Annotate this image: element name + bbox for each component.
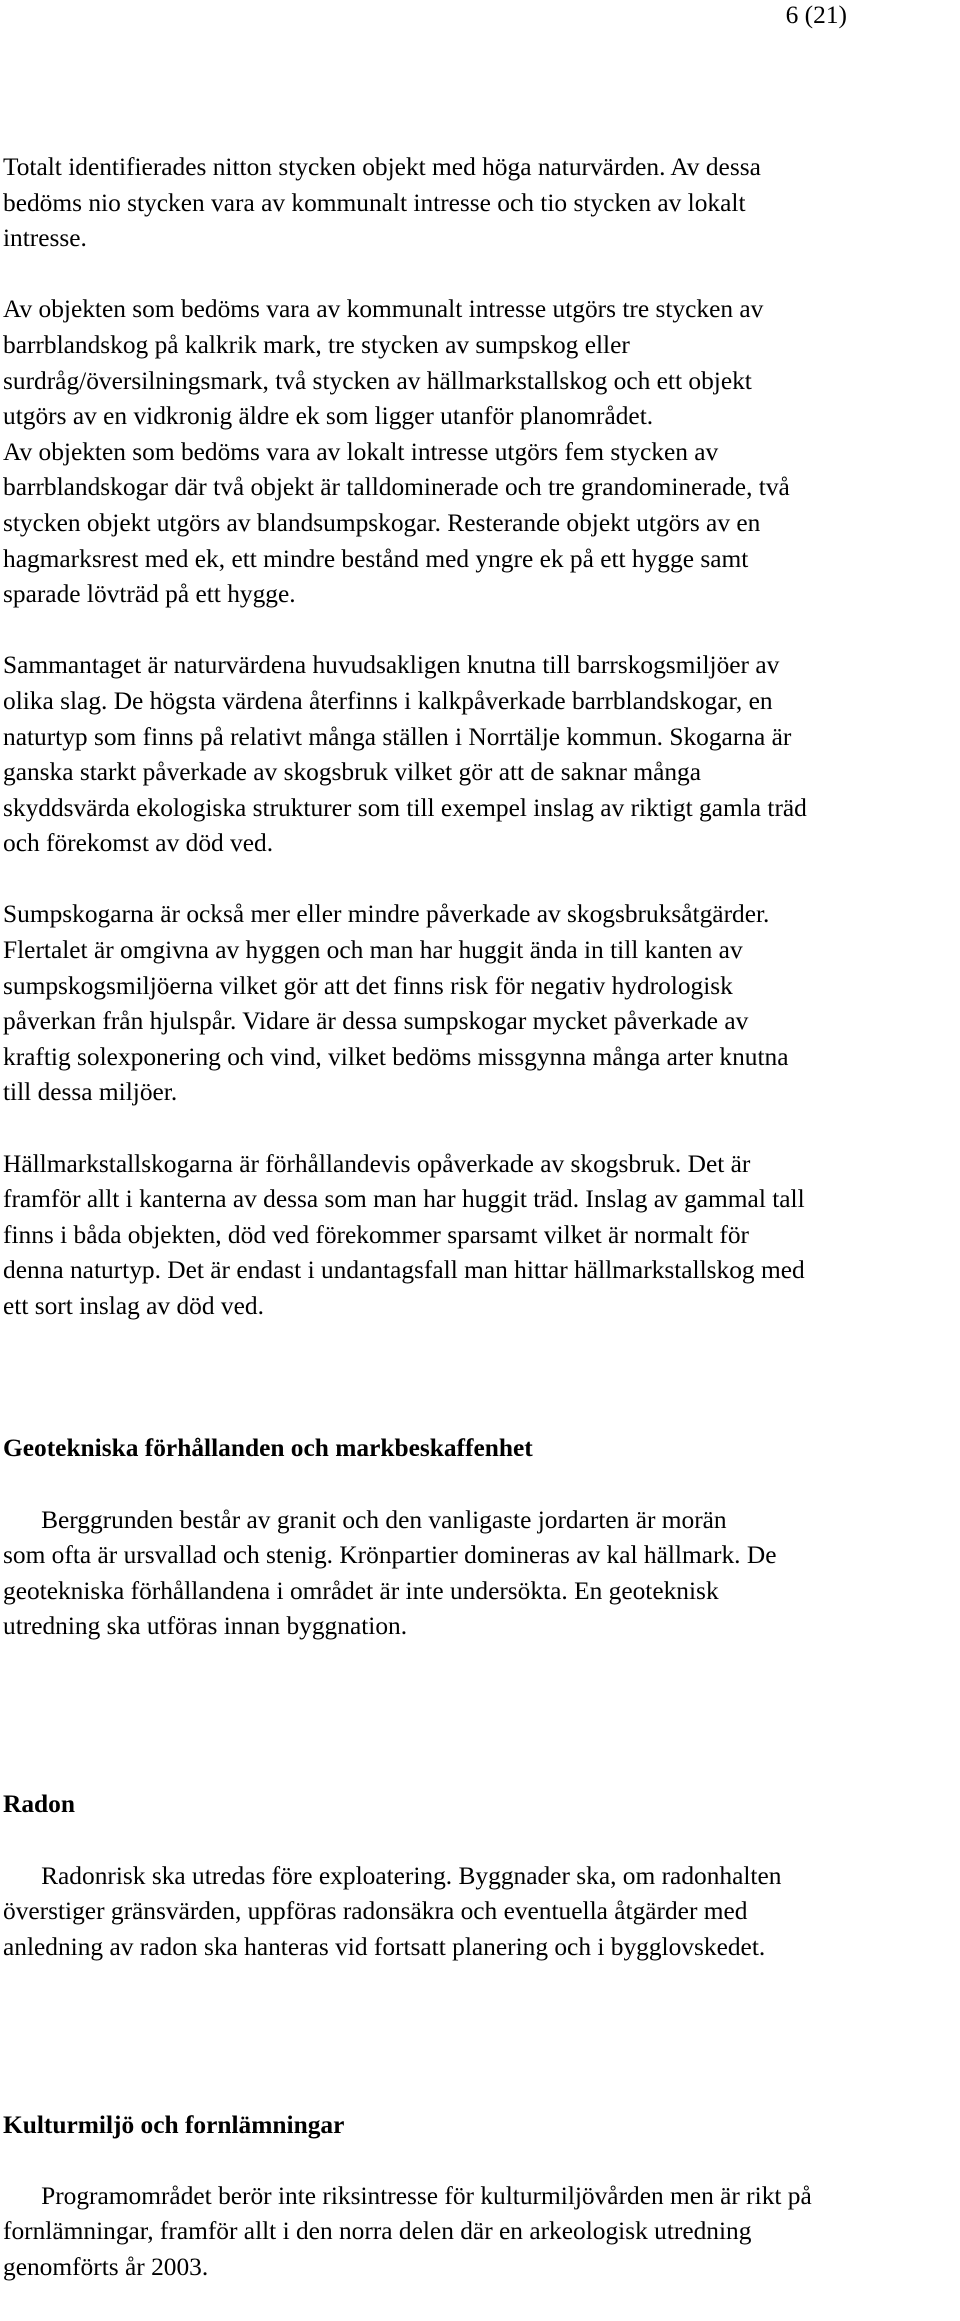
section-text-geoteknik: Berggrunden består av granit och den vanligaste jordarten är morän som ofta är ursvallad och stenig. Krönpartier domineras av kal hällmark. De geotekniska förhållandena i området är inte undersökta. En geoteknisk utredning ska utföras innan byggnation. xyxy=(3,1505,777,1641)
section-text-kulturmiljo: Programområdet berör inte riksintresse för kulturmiljövården men är rikt på fornlämningar, framför allt i den norra delen där en arkeologisk utredning genomförts år 2003. xyxy=(3,2181,812,2282)
section-heading-geoteknik: Geotekniska förhållanden och markbeskaffenhet xyxy=(3,1434,533,1463)
section-geoteknik xyxy=(3,1360,923,1680)
paragraph-kommunalt-intresse: Av objekten som bedöms vara av kommunalt intresse utgörs tre stycken av barrblandskog på kalkrik mark, tre stycken av sumpskog eller surdråg/översilningsmark, två stycken av hällmarkstallskog och ett objekt utgörs av en vidkronig äldre ek som ligger utanför planområdet. xyxy=(3,295,764,431)
paragraph-sumpskogar: Sumpskogarna är också mer eller mindre påverkade av skogsbruksåtgärder. Flertalet är omgivna av hyggen och man har huggit ända in till kanten av sumpskogsmiljöerna vilket gör att det finns risk för negativ hydrologisk påverkan från hjulspår. Vidare är dessa sumpskogar mycket påverkade av kraftig solexponering och vind, vilket bedöms missgynna många arter knutna till dessa miljöer. xyxy=(3,900,789,1107)
paragraph-summary: Totalt identifierades nitton stycken objekt med höga naturvärden. Av dessa bedöms nio stycken vara av kommunalt intresse och tio stycken av lokalt intresse. xyxy=(3,153,761,253)
section-heading-kulturmiljo: Kulturmiljö och fornlämningar xyxy=(3,2110,345,2139)
section-heading-radon: Radon xyxy=(3,1790,75,1819)
paragraph-lokalt-intresse: Av objekten som bedöms vara av lokalt intresse utgörs fem stycken av barrblandskogar där två objekt är talldominerade och tre grandominerade, två stycken objekt utgörs av blandsumpskogar. Resterande objekt utgörs av en hagmarksrest med ek, ett mindre bestånd med yngre ek på ett hygge samt sparade lövträd på ett hygge. xyxy=(3,437,790,609)
section-radon xyxy=(3,1716,923,2001)
page-number: 6 (21) xyxy=(785,1,847,29)
page-body xyxy=(3,150,923,2321)
section-text-radon: Radonrisk ska utredas före exploatering. Byggnader ska, om radonhalten överstiger gränsvärden, uppföras radonsäkra och eventuella åtgärder med anledning av radon ska hanteras vid fortsatt planering och i bygglovskedet. xyxy=(3,1861,782,1961)
paragraph-sammantaget: Sammantaget är naturvärdena huvudsakligen knutna till barrskogsmiljöer av olika slag. De högsta värdena återfinns i kalkpåverkade barrblandskogar, en naturtyp som finns på relativt många ställen i Norrtälje kommun. Skogarna är ganska starkt påverkade av skogsbruk vilket gör att de saknar många skyddsvärda ekologiska strukturer som till exempel inslag av riktigt gamla träd och förekomst av död ved. xyxy=(3,651,807,858)
section-kulturmiljo xyxy=(3,2036,923,2321)
paragraph-hallmarkstallskogar: Hällmarkstallskogarna är förhållandevis opåverkade av skogsbruk. Det är framför allt i kanterna av dessa som man har huggit träd. Inslag av gammal tall finns i båda objekten, död ved förekommer sparsamt vilket är normalt för denna naturtyp. Det är endast i undantagsfall man hittar hällmarkstallskog med ett sort inslag av död ved. xyxy=(3,1149,805,1320)
